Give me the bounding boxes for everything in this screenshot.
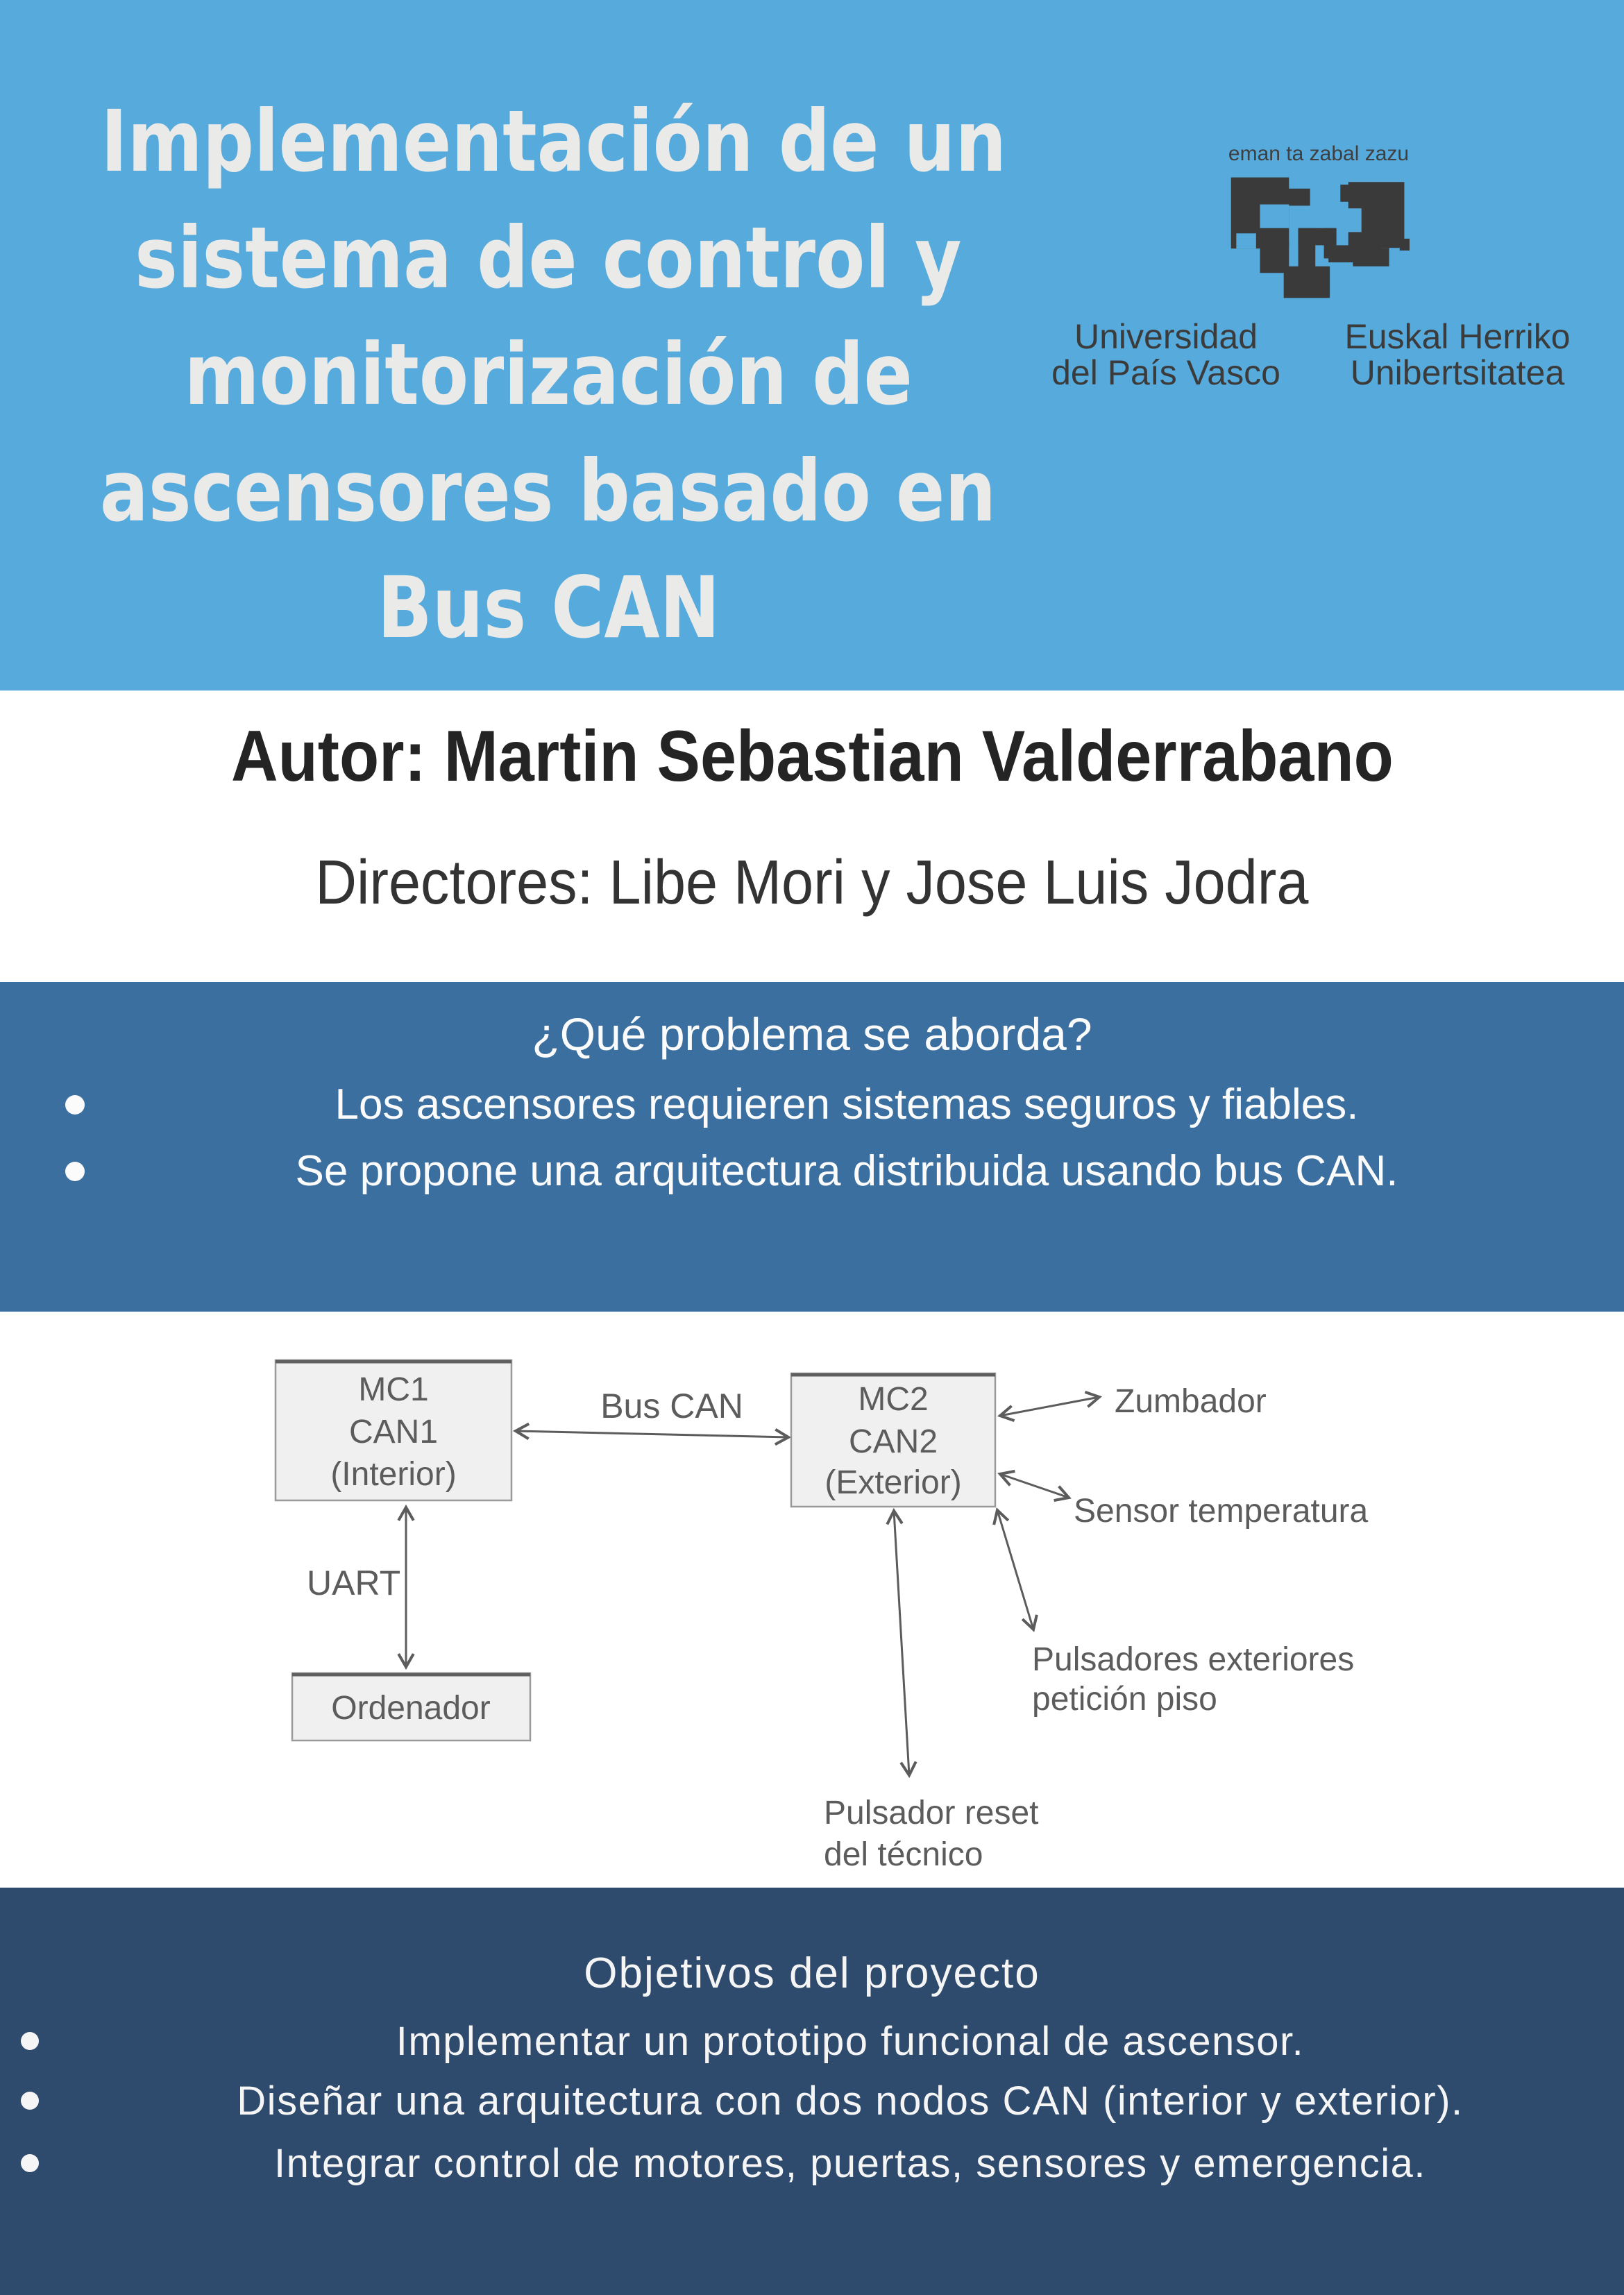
sensor-label: Sensor temperatura	[1074, 1493, 1369, 1530]
sensor-edge	[1000, 1474, 1069, 1498]
reset-label-line2: del técnico	[824, 1836, 983, 1873]
zumbador-label: Zumbador	[1115, 1383, 1267, 1420]
logo-name-spanish	[1027, 319, 1305, 391]
bullet-dot-icon	[65, 1162, 85, 1181]
reset-label-line1: Pulsador reset	[824, 1795, 1039, 1831]
bullet-dot-icon	[65, 1095, 85, 1115]
upv-ehu-logo-icon	[1228, 171, 1410, 303]
author-line	[0, 715, 1624, 798]
mc2-label-line1: MC2	[858, 1381, 929, 1418]
title-line-3-text: monitorización de	[184, 325, 913, 424]
logo-name-es-line2: del País Vasco	[1051, 353, 1280, 392]
logo-name-eu-line2: Unibertsitatea	[1350, 353, 1565, 392]
title-line-2	[21, 200, 1076, 316]
uart-label: UART	[307, 1564, 401, 1602]
logo-name-basque	[1305, 319, 1610, 391]
bullet-dot-icon	[21, 2092, 39, 2110]
title-line-2-text: sistema de control y	[135, 209, 962, 307]
problem-bullet-2-text: Se propone una arquitectura distribuida usando bus CAN.	[295, 1147, 1398, 1195]
directors-line	[0, 841, 1624, 924]
title-line-5	[21, 550, 1076, 666]
bullet-dot-icon	[21, 2154, 39, 2172]
title-line-4-text: ascensores basado en	[100, 442, 997, 541]
directors-text: Directores: Libe Mori y Jose Luis Jodra	[315, 848, 1309, 917]
objective-bullet-3	[0, 2133, 1624, 2194]
mc1-node	[276, 1360, 511, 1500]
mc2-label-line2: CAN2	[848, 1423, 938, 1460]
title-line-1-text: Implementación de un	[101, 92, 1007, 191]
mc1-label-line2: CAN1	[348, 1414, 439, 1450]
mc1-label-line3: (Interior)	[330, 1456, 457, 1493]
poster-title	[21, 83, 1076, 666]
objective-bullet-1	[0, 2011, 1624, 2072]
title-line-3	[21, 316, 1076, 433]
title-line-5-text: Bus CAN	[377, 559, 720, 657]
header-band	[0, 0, 1624, 691]
mc2-label-line3: (Exterior)	[824, 1464, 962, 1501]
bus-can-label: Bus CAN	[600, 1387, 743, 1425]
pulsadores-edge	[997, 1510, 1033, 1629]
mc1-label-line1: MC1	[358, 1371, 429, 1408]
mc2-node	[791, 1373, 995, 1507]
architecture-diagram	[0, 1312, 1624, 1888]
university-logo	[1027, 142, 1610, 391]
pulsadores-label-line2: petición piso	[1032, 1681, 1217, 1718]
title-line-4	[21, 433, 1076, 550]
problem-heading: ¿Qué problema se aborda?	[532, 1008, 1092, 1060]
objective-bullet-2-text: Diseñar una arquitectura con dos nodos CAN (interior y exterior).	[237, 2078, 1464, 2124]
objective-bullet-1-text: Implementar un prototipo funcional de ascensor.	[396, 2019, 1305, 2064]
problem-bullet-1	[0, 1074, 1624, 1135]
ordenador-label: Ordenador	[331, 1690, 491, 1727]
author-text: Autor: Martin Sebastian Valderrabano	[230, 716, 1394, 797]
pulsadores-label-line1: Pulsadores exteriores	[1032, 1641, 1355, 1678]
objectives-heading: Objetivos del proyecto	[584, 1949, 1040, 1997]
zumbador-edge	[1000, 1397, 1099, 1416]
bullet-dot-icon	[21, 2032, 39, 2050]
reset-edge	[894, 1511, 909, 1775]
logo-names	[1027, 319, 1610, 391]
title-line-1	[21, 83, 1076, 200]
ordenador-node	[292, 1673, 530, 1741]
logo-name-es-line1: Universidad	[1074, 317, 1258, 356]
logo-name-eu-line1: Euskal Herriko	[1344, 317, 1571, 356]
logo-motto: eman ta zabal zazu	[1228, 142, 1410, 165]
problem-bullet-2	[0, 1141, 1624, 1202]
bus-can-edge	[516, 1431, 788, 1437]
objective-bullet-2	[0, 2071, 1624, 2132]
objective-bullet-3-text: Integrar control de motores, puertas, sensores y emergencia.	[274, 2141, 1426, 2186]
problem-bullet-1-text: Los ascensores requieren sistemas seguros y fiables.	[335, 1081, 1359, 1128]
